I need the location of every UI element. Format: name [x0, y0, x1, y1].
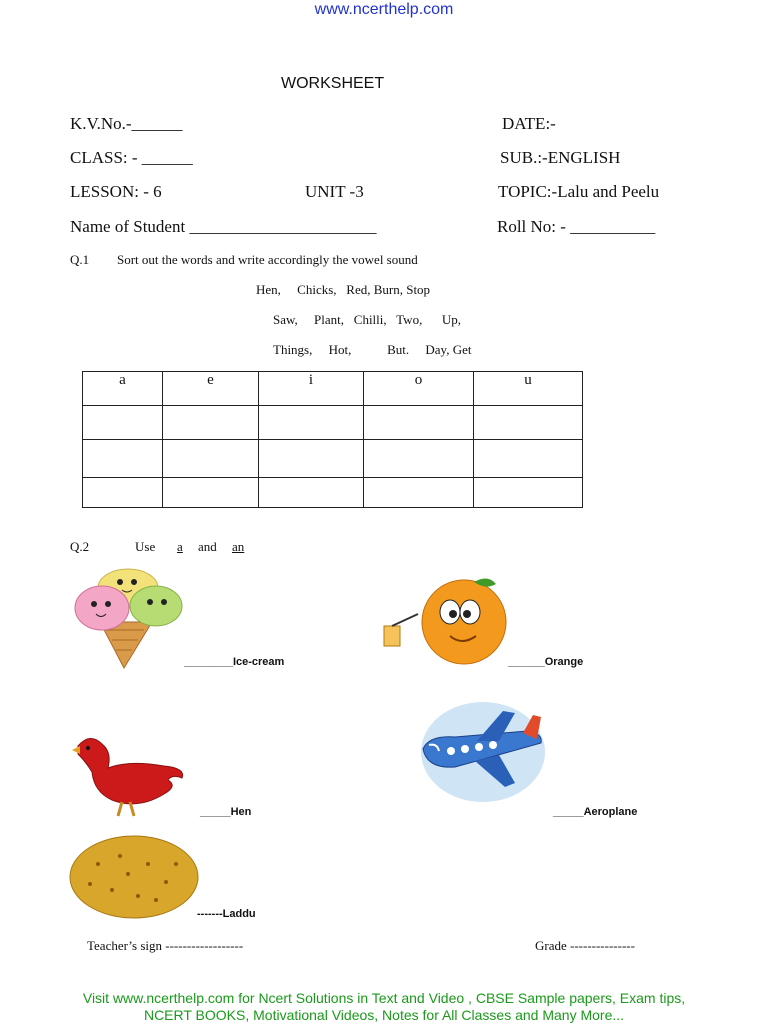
- answer-cell[interactable]: [474, 478, 583, 508]
- table-row: [83, 406, 583, 440]
- hen-label: _____Hen: [200, 806, 252, 818]
- vowel-header-a: a: [83, 372, 163, 406]
- kv-number: K.V.No.-______: [70, 114, 183, 133]
- word-line-1: Hen, Chicks, Red, Burn, Stop: [256, 282, 431, 297]
- word-line-2: Saw, Plant, Chilli, Two, Up,: [273, 312, 461, 327]
- ice-cream-label: ________Ice-cream: [184, 656, 285, 668]
- unit-field: UNIT -3: [305, 182, 364, 201]
- vowel-header-o: o: [364, 372, 474, 406]
- laddu-image: [68, 834, 200, 920]
- q1-instruction: Sort out the words and write accordingly the vowel sound: [117, 252, 418, 267]
- answer-cell[interactable]: [259, 440, 364, 478]
- vowel-header-u: u: [474, 372, 583, 406]
- vowel-header-e: e: [163, 372, 259, 406]
- word-line-3: Things, Hot, But. Day, Get: [273, 342, 472, 357]
- class-field: CLASS: - ______: [70, 148, 193, 167]
- hen-image: [68, 728, 188, 820]
- answer-cell[interactable]: [364, 406, 474, 440]
- date-field: DATE:-: [502, 114, 556, 133]
- answer-cell[interactable]: [83, 440, 163, 478]
- topic-field: TOPIC:-Lalu and Peelu: [498, 182, 660, 201]
- answer-cell[interactable]: [259, 406, 364, 440]
- footer-line-2: NCERT BOOKS, Motivational Videos, Notes for All Classes and Many More...: [143, 1007, 625, 1023]
- q2-article-an: an: [232, 539, 245, 554]
- vowel-table: [82, 371, 583, 508]
- teacher-sign: Teacher’s sign ------------------: [87, 938, 244, 953]
- answer-cell[interactable]: [474, 440, 583, 478]
- answer-cell[interactable]: [163, 440, 259, 478]
- orange-label: ______Orange: [508, 656, 584, 668]
- answer-cell[interactable]: [83, 406, 163, 440]
- q1-number: Q.1: [70, 252, 90, 267]
- ice-cream-image: [72, 566, 184, 670]
- lesson-field: LESSON: - 6: [70, 182, 162, 201]
- table-header-row: [83, 372, 583, 406]
- roll-number-field: Roll No: - __________: [497, 217, 656, 236]
- answer-cell[interactable]: [364, 440, 474, 478]
- site-header-link[interactable]: www.ncerthelp.com: [314, 1, 454, 18]
- worksheet-title: WORKSHEET: [281, 75, 385, 92]
- orange-image: [378, 574, 512, 666]
- answer-cell[interactable]: [83, 478, 163, 508]
- answer-cell[interactable]: [163, 478, 259, 508]
- q2-use: Use: [135, 539, 156, 554]
- table-row: [83, 440, 583, 478]
- vowel-header-i: i: [259, 372, 364, 406]
- answer-cell[interactable]: [364, 478, 474, 508]
- table-row: [83, 478, 583, 508]
- student-name-field: Name of Student ______________________: [70, 217, 377, 236]
- laddu-label: -------Laddu: [197, 908, 256, 920]
- subject-field: SUB.:-ENGLISH: [500, 148, 621, 167]
- q2-article-a: a: [177, 539, 183, 554]
- footer-line-1: Visit www.ncerthelp.com for Ncert Solutions in Text and Video , CBSE Sample papers, Exam tips,: [82, 990, 686, 1006]
- aeroplane-label: _____Aeroplane: [553, 806, 638, 818]
- answer-cell[interactable]: [163, 406, 259, 440]
- answer-cell[interactable]: [259, 478, 364, 508]
- aeroplane-image: [415, 697, 551, 807]
- answer-cell[interactable]: [474, 406, 583, 440]
- grade-field: Grade ---------------: [535, 938, 635, 953]
- q2-and: and: [198, 539, 217, 554]
- q2-number: Q.2: [70, 539, 90, 554]
